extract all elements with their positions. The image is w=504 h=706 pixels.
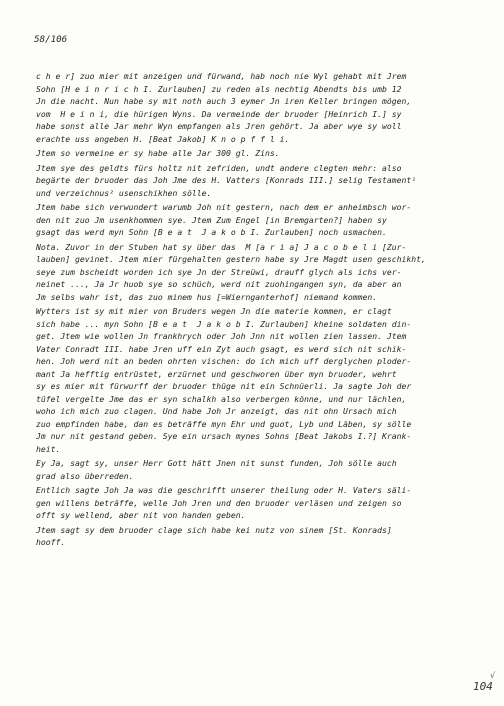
text-line: mant Ja hefftig entrüstet, erzürnet und geschworen über myn bruoder, wehrt xyxy=(36,368,397,379)
text-line: Entlich sagte Joh Ja was die geschrifft unserer theilung oder H. Vaters säli- xyxy=(36,485,412,495)
text-line: und verzeichnus² usenschikhen sölle. xyxy=(36,187,212,198)
text-line: grad also überreden. xyxy=(36,470,134,481)
text-line: Sohn [H e i n r i c h I. Zurlauben] zu reden als nechtig Abendts bis umb 12 xyxy=(36,83,402,94)
text-line: Jn die nacht. Nun habe sy mit noth auch 3 eymer Jn iren Keller bringen mögen, xyxy=(36,96,412,106)
text-line: hen. Joh werd nit an beden ohrten vischen: do ich mich uff derglychen ploder- xyxy=(36,356,412,366)
text-line: Jtem sagt sy dem bruoder clage sich habe kei nutz von sinem [St. Konrads] xyxy=(36,524,392,535)
text-line: sich habe ... myn Sohn [B e a t J a k o b I. Zurlauben] kheine soldaten din- xyxy=(36,318,412,329)
check-mark: √ xyxy=(490,671,496,680)
text-line: gen willens beträffe, welle Joh Jren und den bruoder verläsen und zeigen so xyxy=(36,497,402,508)
text-line: den nit zuo Jm usenkhommen sye. Jtem Zum Engel [in Bremgarten?] haben sy xyxy=(36,214,387,225)
text-line: woho ich mich zuo clagen. Und habe Joh Jr anzeigt, das nit ohn Ursach mich xyxy=(36,406,397,416)
page-label: 58/106 xyxy=(34,34,68,45)
text-line: offt sy wellend, aber nit von handen geben. xyxy=(36,510,246,520)
text-line: Jm selbs wahr ist, das zuo minem hus [=Wiernganterhof] niemand kommen. xyxy=(36,291,378,302)
text-line: erachte uss angeben H. [Beat Jakob] K n o p f f l i. xyxy=(36,133,290,144)
text-line: habe sonst alle Jar mehr Wyn empfangen als Jren gehört. Ja aber wye sy woll xyxy=(36,121,402,131)
text-line: hooff. xyxy=(36,537,66,547)
text-line: get. Jtem wie wollen Jn frankhrych oder Joh Jnn nit wollen zien lassen. Jtem xyxy=(36,331,407,341)
text-line: Wytters ist sy mit mier von Bruders wegen Jn die materie kommen, er clagt xyxy=(36,306,392,316)
text-line: neinet ..., Ja Jr huob sye so schüch, werd nit zuohingangen syn, da aber an xyxy=(36,279,402,289)
text-line: seye zum bscheidt worden ich sye Jn der Streüwi, drauff glych als ichs ver- xyxy=(36,266,402,277)
text-line: begärte der bruoder das Joh Jme des H. Vatters [Konrads III.] selig Testament¹ xyxy=(36,175,417,185)
document-body xyxy=(36,70,476,549)
text-line: sy es mier mit fürwurff der bruoder thüge nit ein Schnüerli. Ja sagte Joh der xyxy=(36,381,412,391)
text-line: tüfel vergelte Jme das er syn schalkh also verbergen könne, und nur lächlen, xyxy=(36,393,407,404)
text-line: lauben] gevinet. Jtem mier fürgehalten gestern habe sy Jre Magdt usen geschikht, xyxy=(36,254,426,264)
text-line: Jtem sye des geldts fürs holtz nit zefriden, undt andere clegten mehr: also xyxy=(36,162,402,173)
text-line: Jm nur nit gestand geben. Sye ein ursach mynes Sohns [Beat Jakobs I.?] Krank- xyxy=(36,431,412,441)
text-line: Nota. Zuvor in der Stuben hat sy über das M [a r i a] J a c o b e l i [Zur- xyxy=(36,241,407,252)
text-line: c h e r] zuo mier mit anzeigen und fürwand, hab noch nie Wyl gehabt mit Jrem xyxy=(36,71,407,81)
text-line: Vater Conradt III. habe Jren uff ein Zyt auch gsagt, es werd sich nit schik- xyxy=(36,343,407,354)
corner-page-number: 104 xyxy=(473,680,493,693)
text-line: Jtem habe sich verwundert warumb Joh nit gestern, nach dem er anheimbsch wor- xyxy=(36,202,412,212)
text-line: gsagt das werd myn Sohn [B e a t J a k o b I. Zurlauben] noch usmachen. xyxy=(36,227,387,237)
text-line: Ey Ja, sagt sy, unser Herr Gott hätt Jnen nit sunst funden, Joh sölle auch xyxy=(36,458,397,468)
text-line: vom H e i n i, die hürigen Wyns. Da vermeinde der bruoder [Heinrich I.] sy xyxy=(36,108,402,119)
text-line: heit. xyxy=(36,443,61,454)
text-line: zuo empfinden habe, dan es beträffe myn Ehr und guot, Lyb und Läben, sy sölle xyxy=(36,418,412,429)
text-line: Jtem so vermeine er sy habe alle Jar 300 gl. Zins. xyxy=(36,148,280,158)
